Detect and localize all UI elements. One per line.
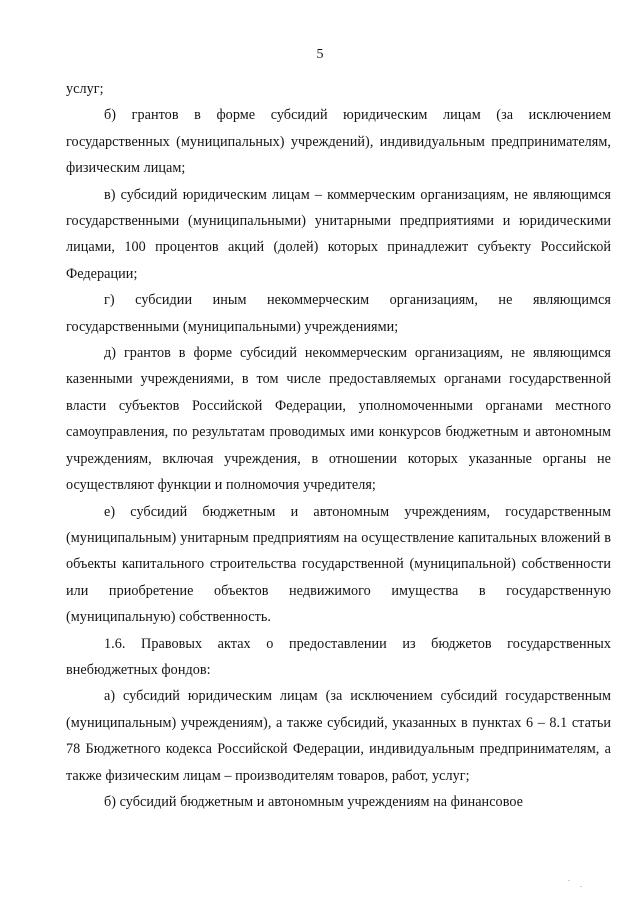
paragraph-section-1-6: 1.6. Правовых актах о предоставлении из бюджетов государственных внебюджетных фондов:: [66, 635, 611, 678]
paragraph-item-b-grants: б) грантов в форме субсидий юридическим лицам (за исключением государственных (муниципальных) учреждений), индивидуальным предпринимателям, физическим лицам;: [66, 107, 611, 177]
document-body: [66, 76, 611, 815]
paragraph-item-a-subsidies-legal-entities: а) субсидий юридическим лицам (за исключением субсидий государственным (муниципальным) учреждениям), а также субсидий, указанных в пунктах 6 – 8.1 статьи 78 Бюджетного кодекса Российской Федерации, индивидуальным предпринимателям, а также физическим лицам – производителям товаров, работ, услуг;: [66, 688, 611, 784]
paragraph-item-g-subsidies-nonprofit: г) субсидии иным некоммерческим организациям, не являющимся государственными (муниципальными) учреждениями;: [66, 292, 611, 335]
scan-speck: [580, 886, 582, 887]
page-number: 5: [316, 47, 324, 62]
paragraph-continuation: услуг;: [66, 81, 104, 97]
scan-speck: [568, 880, 570, 881]
paragraph-item-d-grants-nonprofit: д) грантов в форме субсидий некоммерческим организациям, не являющимся казенными учреждениями, в том числе предоставляемых органами государственной власти субъектов Российской Федерации, уполномоченными органами местного самоуправления, по результатам проводимых ими конкурсов бюджетным и автономным учреждениям, включая учреждения, в отношении которых указанные органы не осуществляют функции и полномочия учредителя;: [66, 345, 611, 494]
paragraph-item-v-subsidies-commercial: в) субсидий юридическим лицам – коммерческим организациям, не являющимся государственными (муниципальными) унитарными предприятиями и юридическими лицами, 100 процентов акций (долей) которых принадлежит субъекту Российской Федерации;: [66, 186, 611, 282]
paragraph-item-b-subsidies-budget: б) субсидий бюджетным и автономным учреждениям на финансовое: [104, 793, 524, 810]
paragraph-item-e-subsidies-capital: е) субсидий бюджетным и автономным учреждениям, государственным (муниципальным) унитарным предприятиям на осуществление капитальных вложений в объекты капитального строительства государственной (муниципальной) собственности или приобретение объектов недвижимого имущества в государственную (муниципальную) собственность.: [66, 503, 611, 626]
